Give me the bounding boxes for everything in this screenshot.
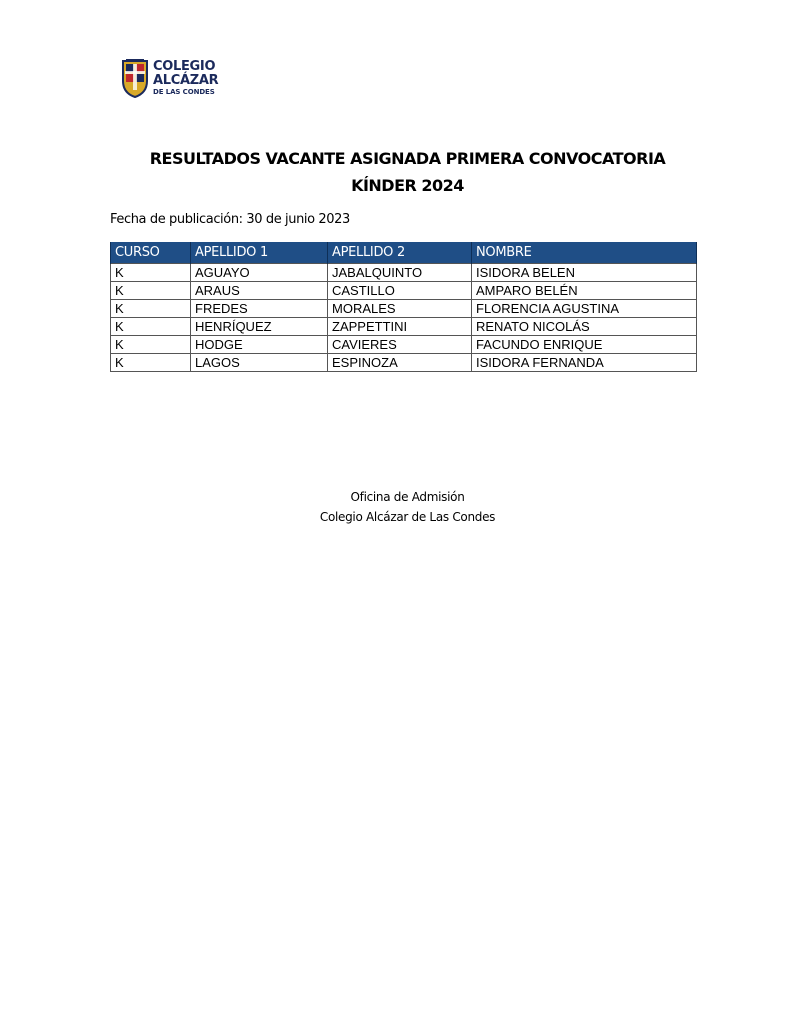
results-table [110, 242, 697, 372]
document-title: RESULTADOS VACANTE ASIGNADA PRIMERA CONVOCATORIA [149, 149, 666, 168]
column-header-nombre: NOMBRE [472, 242, 697, 264]
cell-nombre: RENATO NICOLÁS [472, 318, 697, 336]
cell-nombre: ISIDORA BELEN [472, 264, 697, 282]
cell-apellido-2: MORALES [328, 300, 472, 318]
logo-line-1: COLEGIO [153, 59, 216, 74]
cell-apellido-1: FREDES [191, 300, 328, 318]
logo-line-2: ALCÁZAR [153, 73, 219, 88]
cell-curso: K [111, 336, 191, 354]
cell-apellido-2: CASTILLO [328, 282, 472, 300]
cell-curso: K [111, 354, 191, 372]
cell-curso: K [111, 318, 191, 336]
cell-curso: K [111, 282, 191, 300]
cell-apellido-2: CAVIERES [328, 336, 472, 354]
table-row [111, 264, 697, 282]
cell-apellido-1: LAGOS [191, 354, 328, 372]
table-row [111, 300, 697, 318]
cell-curso: K [111, 264, 191, 282]
school-crest-icon [120, 57, 150, 99]
cell-apellido-1: AGUAYO [191, 264, 328, 282]
cell-nombre: FLORENCIA AGUSTINA [472, 300, 697, 318]
cell-apellido-2: JABALQUINTO [328, 264, 472, 282]
table-row [111, 318, 697, 336]
publication-date: Fecha de publicación: 30 de junio 2023 [110, 212, 350, 227]
cell-apellido-1: ARAUS [191, 282, 328, 300]
cell-apellido-2: ESPINOZA [328, 354, 472, 372]
column-header-curso: CURSO [111, 242, 191, 264]
school-logo [120, 55, 230, 101]
cell-apellido-1: HODGE [191, 336, 328, 354]
table-header-row [111, 242, 697, 264]
cell-apellido-1: HENRÍQUEZ [191, 318, 328, 336]
cell-apellido-2: ZAPPETTINI [328, 318, 472, 336]
cell-nombre: ISIDORA FERNANDA [472, 354, 697, 372]
footer-school: Colegio Alcázar de Las Condes [319, 510, 496, 524]
column-header-apellido-1: APELLIDO 1 [191, 242, 328, 264]
logo-wordmark [153, 60, 218, 96]
cell-nombre: AMPARO BELÉN [472, 282, 697, 300]
cell-nombre: FACUNDO ENRIQUE [472, 336, 697, 354]
table-row [111, 354, 697, 372]
column-header-apellido-2: APELLIDO 2 [328, 242, 472, 264]
table-row [111, 282, 697, 300]
logo-line-3: DE LAS CONDES [153, 88, 215, 96]
cell-curso: K [111, 300, 191, 318]
table-row [111, 336, 697, 354]
footer-office: Oficina de Admisión [350, 490, 465, 504]
document-subtitle: KÍNDER 2024 [351, 176, 464, 195]
